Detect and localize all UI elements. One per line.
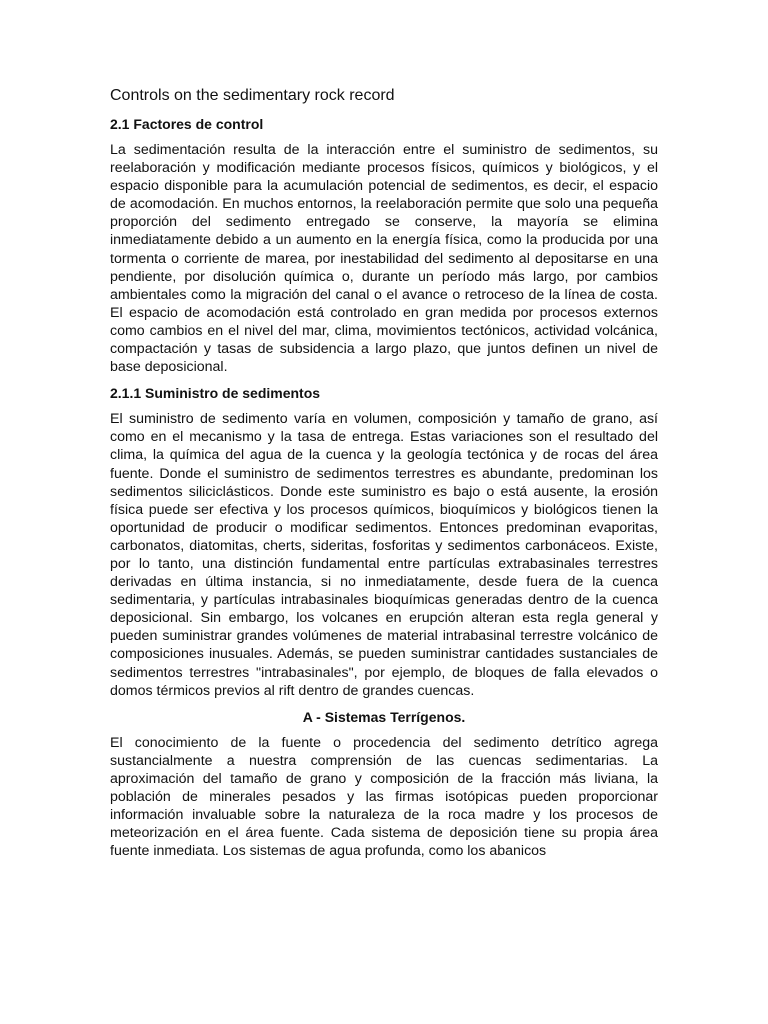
paragraph-suministro-de-sedimentos: El suministro de sedimento varía en volumen, composición y tamaño de grano, así como en el mecanismo y la tasa de entrega. Estas variaciones son el resultado del clima, la química del agua de la cuenca y la geología tectónica y de rocas del área fuente. Donde el suministro de sedimentos terrestres es abundante, predominan los sedimentos siliciclásticos. Donde este suministro es bajo o está ausente, la erosión física puede ser efectiva y los procesos químicos, bioquímicos y biológicos tienen la oportunidad de producir o modificar sedimentos. Entonces predominan evaporitas, carbonatos, diatomitas, cherts, sideritas, fosforitas y sedimentos carbonáceos. Existe, por lo tanto, una distinción fundamental entre partículas extrabasinales terrestres derivadas en última instancia, si no inmediatamente, desde fuera de la cuenca sedimentaria, y partículas intrabasinales bioquímicas generadas dentro de la cuenca deposicional. Sin embargo, los volcanes en erupción alteran esta regla general y pueden suministrar grandes volúmenes de material intrabasinal terrestre volcánico de composiciones inusuales. Además, se pueden suministrar cantidades sustanciales de sedimentos terrestres "intrabasinales", por ejemplo, de bloques de falla elevados o domos térmicos previos al rift dentro de grandes cuencas. (110, 411, 658, 699)
paragraph-sistemas-terrigenos: El conocimiento de la fuente o procedencia del sedimento detrítico agrega sustancialmente a nuestra comprensión de las cuencas sedimentarias. La aproximación del tamaño de grano y composición de la fracción más liviana, la población de minerales pesados y las firmas isotópicas pueden proporcionar información invaluable sobre la naturaleza de la roca madre y los procesos de meteorización en el área fuente. Cada sistema de deposición tiene su propia área fuente inmediata. Los sistemas de agua profunda, como los abanicos (110, 734, 658, 860)
section-heading-suministro-de-sedimentos: 2.1.1 Suministro de sedimentos (110, 385, 321, 402)
section-heading-sistemas-terrigenos: A - Sistemas Terrígenos. (302, 708, 466, 725)
document-title: Controls on the sedimentary rock record (110, 87, 395, 104)
section-heading-factores-de-control: 2.1 Factores de control (110, 116, 264, 132)
document-page (110, 86, 658, 868)
paragraph-factores-de-control: La sedimentación resulta de la interacción entre el suministro de sedimentos, su reelaboración y modificación mediante procesos físicos, químicos y biológicos, y el espacio disponible para la acumulación potencial de sedimentos, es decir, el espacio de acomodación. En muchos entornos, la reelaboración permite que solo una pequeña proporción del sedimento entregado se conserve, la mayoría se elimina inmediatamente debido a un aumento en la energía física, como la producida por una tormenta o corriente de marea, por inestabilidad del sedimento al depositarse en una pendiente, por disolución química o, durante un período más largo, por cambios ambientales como la migración del canal o el avance o retroceso de la línea de costa. El espacio de acomodación está controlado en gran medida por procesos externos como cambios en el nivel del mar, clima, movimientos tectónicos, actividad volcánica, compactación y tasas de subsidencia a largo plazo, que juntos definen un nivel de base deposicional. (110, 142, 658, 376)
